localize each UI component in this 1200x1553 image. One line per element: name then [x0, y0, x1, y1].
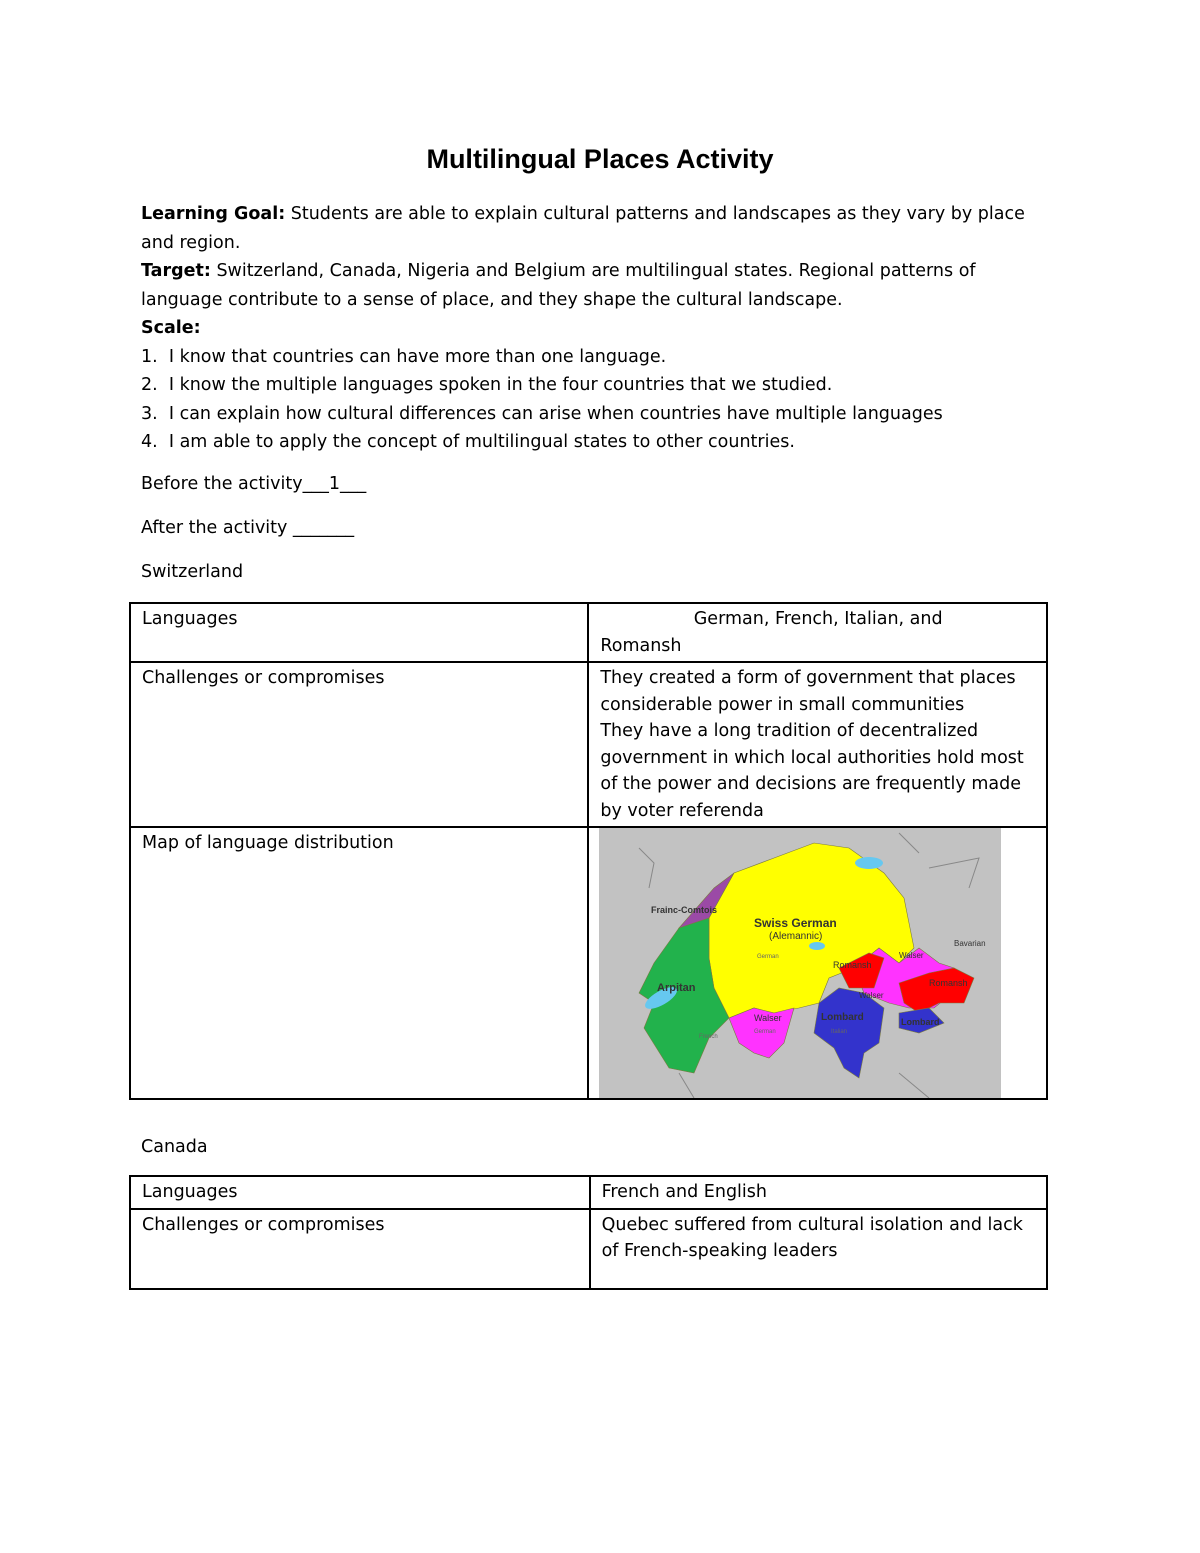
- scale-item: 4. I am able to apply the concept of multilingual states to other countries.: [141, 432, 795, 452]
- challenges-value-1: They created a form of government that places considerable power in small communities: [600, 668, 1016, 715]
- canada-table: [129, 1175, 1048, 1290]
- languages-value: [588, 603, 1047, 662]
- scale-item-text: I can explain how cultural differences can arise when countries have multiple languages: [168, 403, 943, 424]
- challenges-label: Challenges or compromises: [130, 1209, 590, 1289]
- label-romansh: Romansh: [833, 960, 872, 970]
- table-row: [130, 827, 1047, 1099]
- scale-label: Scale:: [141, 318, 201, 338]
- table-row: [130, 1209, 1047, 1289]
- challenges-value: [588, 662, 1047, 827]
- after-activity: After the activity _______: [141, 518, 355, 538]
- label-franc-comtois: Frainc-Comtois: [651, 905, 718, 915]
- label-german-small: German: [757, 954, 780, 960]
- target: [141, 257, 1061, 314]
- challenges-value-2: They have a long tradition of decentralized government in which local authorities hold most of the power and decisions are frequently made by voter referenda: [600, 721, 1024, 821]
- target-text: Switzerland, Canada, Nigeria and Belgium are multilingual states. Regional patterns of language contribute to a sense of place, and they shape the cultural landscape.: [141, 261, 976, 310]
- learning-goal-label: Learning Goal:: [141, 204, 286, 224]
- label-walser: Walser: [899, 951, 924, 960]
- table-row: [130, 1176, 1047, 1209]
- challenges-value: Quebec suffered from cultural isolation and lack of French-speaking leaders: [590, 1209, 1047, 1289]
- label-swiss-german: Swiss German: [754, 916, 838, 930]
- languages-label: Languages: [130, 1176, 590, 1209]
- languages-value-line1: German, French, Italian, and: [693, 609, 943, 629]
- map-label: Map of language distribution: [130, 827, 588, 1099]
- scale-item: 1. I know that countries can have more than one language.: [141, 346, 667, 367]
- scale-list: [141, 343, 1061, 457]
- table-row: [130, 662, 1047, 827]
- scale-item-text: I know the multiple languages spoken in the four countries that we studied.: [168, 375, 833, 395]
- switzerland-language-map: [599, 828, 1001, 1098]
- label-alemannic: (Alemannic): [769, 931, 823, 942]
- languages-label: Languages: [130, 603, 588, 662]
- languages-value-line2: Romansh: [600, 635, 682, 656]
- label-arpitan: Arpitan: [657, 982, 696, 994]
- map-cell: [588, 827, 1047, 1099]
- label-italian-small: Italian: [831, 1029, 848, 1035]
- label-german-small: German: [754, 1029, 777, 1035]
- before-activity: Before the activity___1___: [141, 474, 367, 494]
- challenges-label: Challenges or compromises: [130, 662, 588, 827]
- learning-goal-text: Students are able to explain cultural patterns and landscapes as they vary by place and region.: [141, 204, 1025, 253]
- label-french-small: French: [699, 1034, 719, 1040]
- switzerland-table: [129, 602, 1048, 1100]
- target-label: Target:: [141, 261, 211, 281]
- languages-value: French and English: [590, 1176, 1047, 1209]
- label-bavarian: Bavarian: [954, 939, 986, 948]
- label-lombard: Lombard: [901, 1017, 940, 1027]
- learning-info: [141, 200, 1061, 457]
- lake-constance: [855, 857, 883, 869]
- scale-item-text: I know that countries can have more than one language.: [168, 346, 667, 367]
- switzerland-heading: Switzerland: [141, 562, 244, 582]
- label-lombard: Lombard: [821, 1012, 865, 1023]
- label-walser: Walser: [859, 991, 884, 1000]
- table-row: [130, 603, 1047, 662]
- label-romansh: Romansh: [929, 978, 968, 988]
- scale-heading: [141, 314, 1061, 343]
- scale-item-text: I am able to apply the concept of multilingual states to other countries.: [168, 432, 795, 452]
- language-map: [599, 828, 1001, 1098]
- label-walser: Walser: [754, 1013, 783, 1023]
- lake-lucerne: [809, 942, 825, 950]
- learning-goal: [141, 200, 1061, 257]
- scale-item: 2. I know the multiple languages spoken in the four countries that we studied.: [141, 375, 833, 395]
- canada-heading: Canada: [141, 1137, 208, 1157]
- scale-item: 3. I can explain how cultural differences can arise when countries have multiple languages: [141, 403, 943, 424]
- page-title: Multilingual Places Activity: [426, 144, 774, 174]
